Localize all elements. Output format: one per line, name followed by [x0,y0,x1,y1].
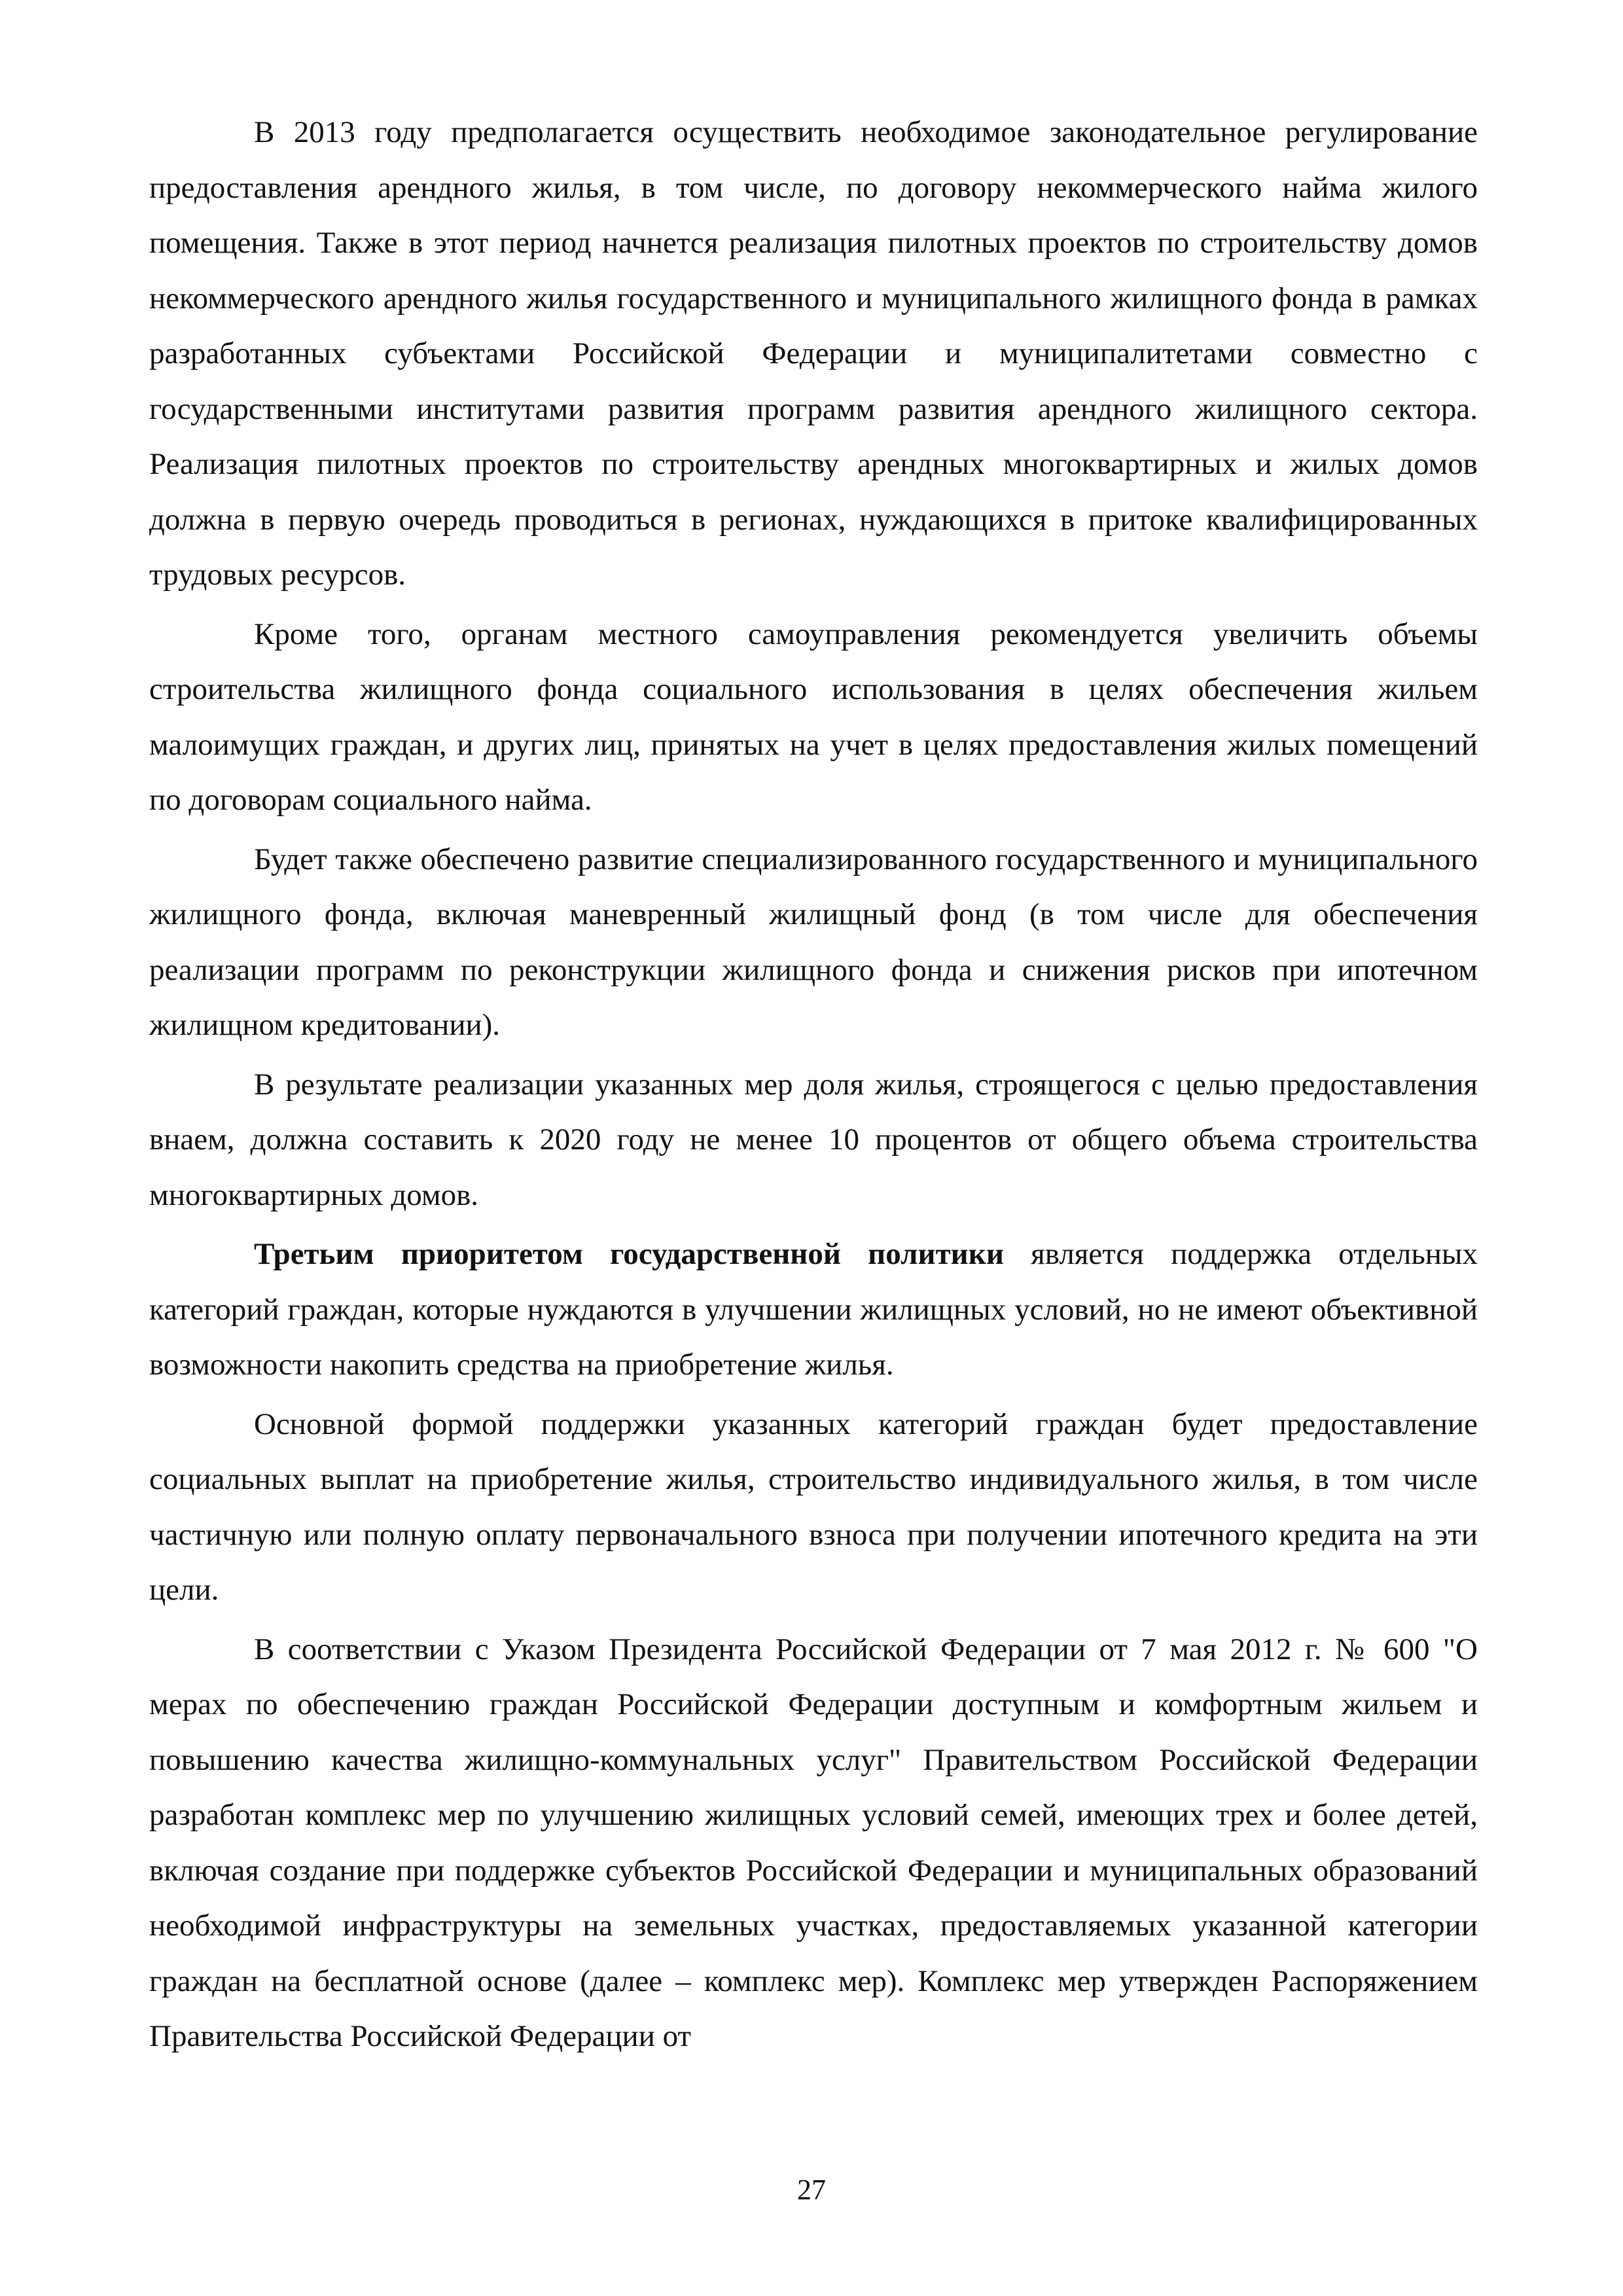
paragraph-rental-housing-2013: В 2013 году предполагается осуществить необходимое законодательное регулирование предоставления арендного жилья, в том числе, по договору некоммерческого найма жилого помещения. Также в этот период начнется реализация пилотных проектов по строительству домов некоммерческого арендного жилья государственного и муниципального жилищного фонда в рамках разработанных субъектами Российской Федерации и муниципалитетами совместно с государственными институтами развития программ развития арендного жилищного сектора. Реализация пилотных проектов по строительству арендных многоквартирных и жилых домов должна в первую очередь проводиться в регионах, нуждающихся в притоке квалифицированных трудовых ресурсов. [149,115,1478,592]
third-priority-heading: Третьим приоритетом государственной политики [254,1237,1004,1271]
page-number: 27 [797,2174,826,2206]
paragraph-specialized-fund: Будет также обеспечено развитие специализированного государственного и муниципального жилищного фонда, включая маневренный жилищный фонд (в том числе для обеспечения реализации программ по реконструкции жилищного фонда и снижения рисков при ипотечном жилищном кредитовании). [149,842,1478,1042]
third-priority-text: является поддержка отдельных категорий граждан, которые нуждаются в улучшении жилищных условий, но не имеют объективной возможности накопить средства на приобретение жилья. [149,1237,1478,1382]
document-body [149,105,1478,2068]
paragraph-third-priority [149,1227,1478,1393]
paragraph-local-government: Кроме того, органам местного самоуправления рекомендуется увеличить объемы строительства жилищного фонда социального использования в целях обеспечения жильем малоимущих граждан, и других лиц, принятых на учет в целях предоставления жилых помещений по договорам социального найма. [149,617,1478,817]
paragraph-social-payments: Основной формой поддержки указанных категорий граждан будет предоставление социальных выплат на приобретение жилья, строительство индивидуального жилья, в том числе частичную или полную оплату первоначального взноса при получении ипотечного кредита на эти цели. [149,1407,1478,1607]
paragraph-results-2020: В результате реализации указанных мер доля жилья, строящегося с целью предоставления внаем, должна составить к 2020 году не менее 10 процентов от общего объема строительства многоквартирных домов. [149,1067,1478,1212]
paragraph-presidential-decree: В соответствии с Указом Президента Российской Федерации от 7 мая 2012 г. № 600 "О мерах по обеспечению граждан Российской Федерации доступным и комфортным жильем и повышению качества жилищно-коммунальных услуг" Правительством Российской Федерации разработан комплекс мер по улучшению жилищных условий семей, имеющих трех и более детей, включая создание при поддержке субъектов Российской Федерации и муниципальных образований необходимой инфраструктуры на земельных участках, предоставляемых указанной категории граждан на бесплатной основе (далее – комплекс мер). Комплекс мер утвержден Распоряжением Правительства Российской Федерации от [149,1632,1478,2053]
